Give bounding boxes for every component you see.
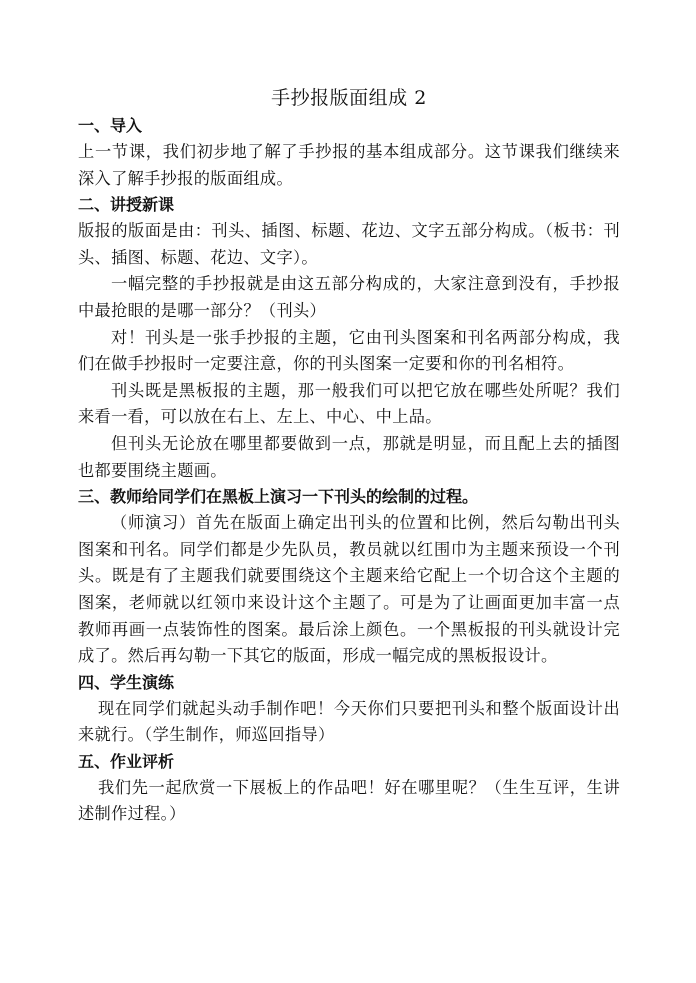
section-paragraph: 刊头既是黑板报的主题，那一般我们可以把它放在哪些处所呢？我们来看一看，可以放在右上、左上、中心、中上品。 xyxy=(78,380,620,427)
document-title: 手抄报版面组成 2 xyxy=(271,87,427,109)
document-page xyxy=(78,84,620,828)
section-paragraph: 现在同学们就起头动手制作吧！今天你们只要把刊头和整个版面设计出来就行。（学生制作，师巡回指导） xyxy=(78,698,620,745)
section-paragraph: （师演习）首先在版面上确定出刊头的位置和比例，然后勾勒出刊头图案和刊名。同学们都是少先队员，教员就以红围巾为主题来预设一个刊头。既是有了主题我们就要围绕这个主题来给它配上一个切合这个主题的图案，老师就以红领巾来设计这个主题了。可是为了让画面更加丰富一点教师再画一点装饰性的图案。最后涂上颜色。一个黑板报的刊头就设计完成了。然后再勾勒一下其它的版面，形成一幅完成的黑板报设计。 xyxy=(78,513,620,666)
section-paragraph: 对！刊头是一张手抄报的主题，它由刊头图案和刊名两部分构成，我们在做手抄报时一定要注意，你的刊头图案一定要和你的刊名相符。 xyxy=(78,327,620,374)
section-paragraph: 版报的版面是由：刊头、插图、标题、花边、文字五部分构成。（板书：刊头、插图、标题、花边、文字）。 xyxy=(78,221,620,267)
section-paragraph: 我们先一起欣赏一下展板上的作品吧！好在哪里呢？（生生互评，生讲述制作过程。） xyxy=(78,777,620,824)
section-paragraph: 一幅完整的手抄报就是由这五部分构成的，大家注意到没有，手抄报中最抢眼的是哪一部分？（刊头） xyxy=(78,274,620,320)
section-heading-teacher-demo: 三、教师给同学们在黑板上演习一下刊头的绘制的过程。 xyxy=(78,487,479,507)
section-paragraph: 上一节课，我们初步地了解了手抄报的基本组成部分。这节课我们继续来深入了解手抄报的版面组成。 xyxy=(78,142,620,188)
section-heading-new-lesson: 二、讲授新课 xyxy=(78,195,175,215)
section-paragraph: 但刊头无论放在哪里都要做到一点，那就是明显，而且配上去的插图也都要围绕主题画。 xyxy=(78,433,620,480)
section-heading-assignment-review: 五、作业评析 xyxy=(78,751,175,771)
section-heading-student-practice: 四、学生演练 xyxy=(78,672,175,692)
section-heading-intro: 一、导入 xyxy=(78,116,143,135)
